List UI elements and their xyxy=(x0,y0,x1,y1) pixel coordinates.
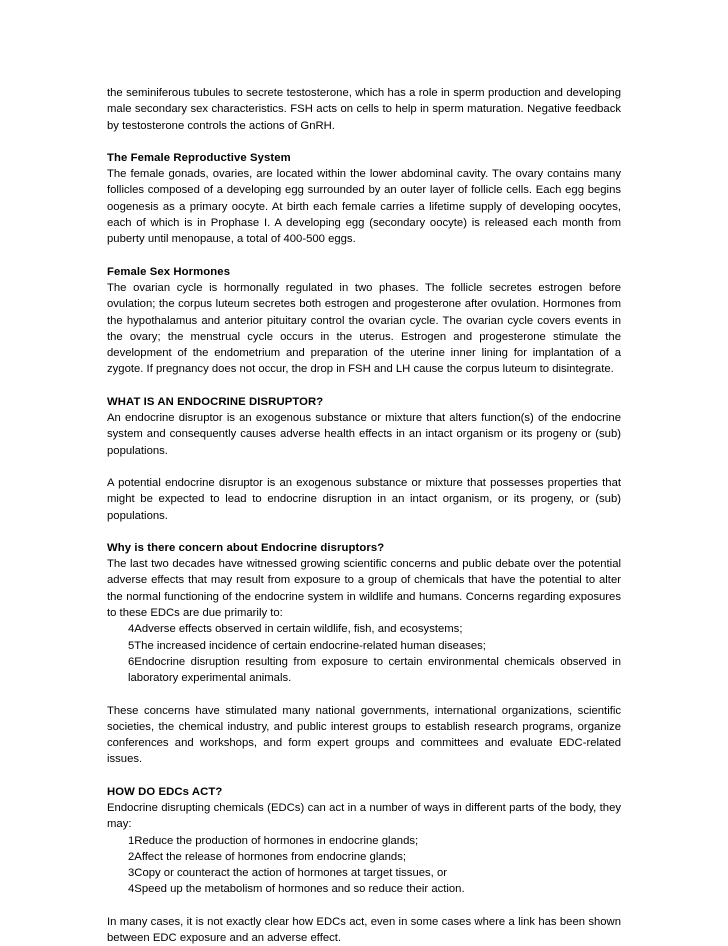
female-reproductive-section xyxy=(107,150,621,248)
section-paragraph: In many cases, it is not exactly clear how EDCs act, even in some cases where a link has been shown between EDC exposure and an adverse effect. xyxy=(107,915,621,945)
intro-paragraph: the seminiferous tubules to secrete testosterone, which has a role in sperm production and developing male secondary sex characteristics. FSH acts on cells to help in sperm maturation. Negative feedback by testosterone controls the actions of GnRH. xyxy=(107,87,621,132)
section-heading: Female Sex Hormones xyxy=(107,265,231,278)
list-item: 4Adverse effects observed in certain wildlife, fish, and ecosystems; xyxy=(128,623,463,636)
edc-action-list xyxy=(107,833,621,898)
female-hormones-section xyxy=(107,264,621,378)
list-item: 4Speed up the metabolism of hormones and so reduce their action. xyxy=(128,883,465,896)
list-item: 3Copy or counteract the action of hormones at target tissues, or xyxy=(128,867,447,880)
how-edcs-act-section xyxy=(107,784,621,946)
concern-section xyxy=(107,540,621,768)
list-item: 5The increased incidence of certain endocrine-related human diseases; xyxy=(128,639,486,652)
section-heading: HOW DO EDCs ACT? xyxy=(107,785,223,798)
document-body xyxy=(107,85,621,946)
section-paragraph: Endocrine disrupting chemicals (EDCs) can act in a number of ways in different parts of the body, they may: xyxy=(107,801,621,831)
section-paragraph: A potential endocrine disruptor is an exogenous substance or mixture that possesses properties that might be expected to lead to endocrine disruption in an intact organism, or its progeny, or (sub) populations. xyxy=(107,476,621,522)
section-heading: WHAT IS AN ENDOCRINE DISRUPTOR? xyxy=(107,395,324,408)
endocrine-disruptor-section xyxy=(107,394,621,524)
section-heading: Why is there concern about Endocrine disruptors? xyxy=(107,541,385,554)
section-paragraph: The last two decades have witnessed growing scientific concerns and public debate over the potential adverse effects that may result from exposure to a group of chemicals that have the potential to alter the normal functioning of the endocrine system in wildlife and humans. Concerns regarding exposures to these EDCs are due primarily to: xyxy=(107,558,621,620)
section-heading: The Female Reproductive System xyxy=(107,151,291,164)
list-item: 2Affect the release of hormones from endocrine glands; xyxy=(128,850,406,863)
concern-list xyxy=(107,621,621,686)
section-paragraph: An endocrine disruptor is an exogenous substance or mixture that alters function(s) of the endocrine system and consequently causes adverse health effects in an intact organism or its progeny or (sub) populations. xyxy=(107,412,621,457)
list-item: 6Endocrine disruption resulting from exposure to certain environmental chemicals observed in laboratory experimental animals. xyxy=(128,655,621,685)
section-paragraph: The ovarian cycle is hormonally regulated in two phases. The follicle secretes estrogen before ovulation; the corpus luteum secretes both estrogen and progesterone after ovulation. Hormones from the hypothalamus and anterior pituitary control the ovarian cycle. The ovarian cycle covers events in the ovary; the menstrual cycle occurs in the uterus. Estrogen and progesterone stimulate the development of the endometrium and preparation of the uterine inner lining for implantation of a zygote. If pregnancy does not occur, the drop in FSH and LH cause the corpus luteum to disintegrate. xyxy=(107,281,621,376)
section-paragraph: The female gonads, ovaries, are located within the lower abdominal cavity. The ovary contains many follicles composed of a developing egg surrounded by an outer layer of follicle cells. Each egg begins oogenesis as a primary oocyte. At birth each female carries a lifetime supply of developing oocytes, each of which is in Prophase I. A developing egg (secondary oocyte) is released each month from puberty until menopause, a total of 400-500 eggs. xyxy=(107,168,621,246)
list-item: 1Reduce the production of hormones in endocrine glands; xyxy=(128,834,419,847)
section-paragraph: These concerns have stimulated many national governments, international organizations, scientific societies, the chemical industry, and public interest groups to establish research programs, organize conferences and workshops, and form expert groups and committees and evaluate EDC-related issues. xyxy=(107,704,621,766)
